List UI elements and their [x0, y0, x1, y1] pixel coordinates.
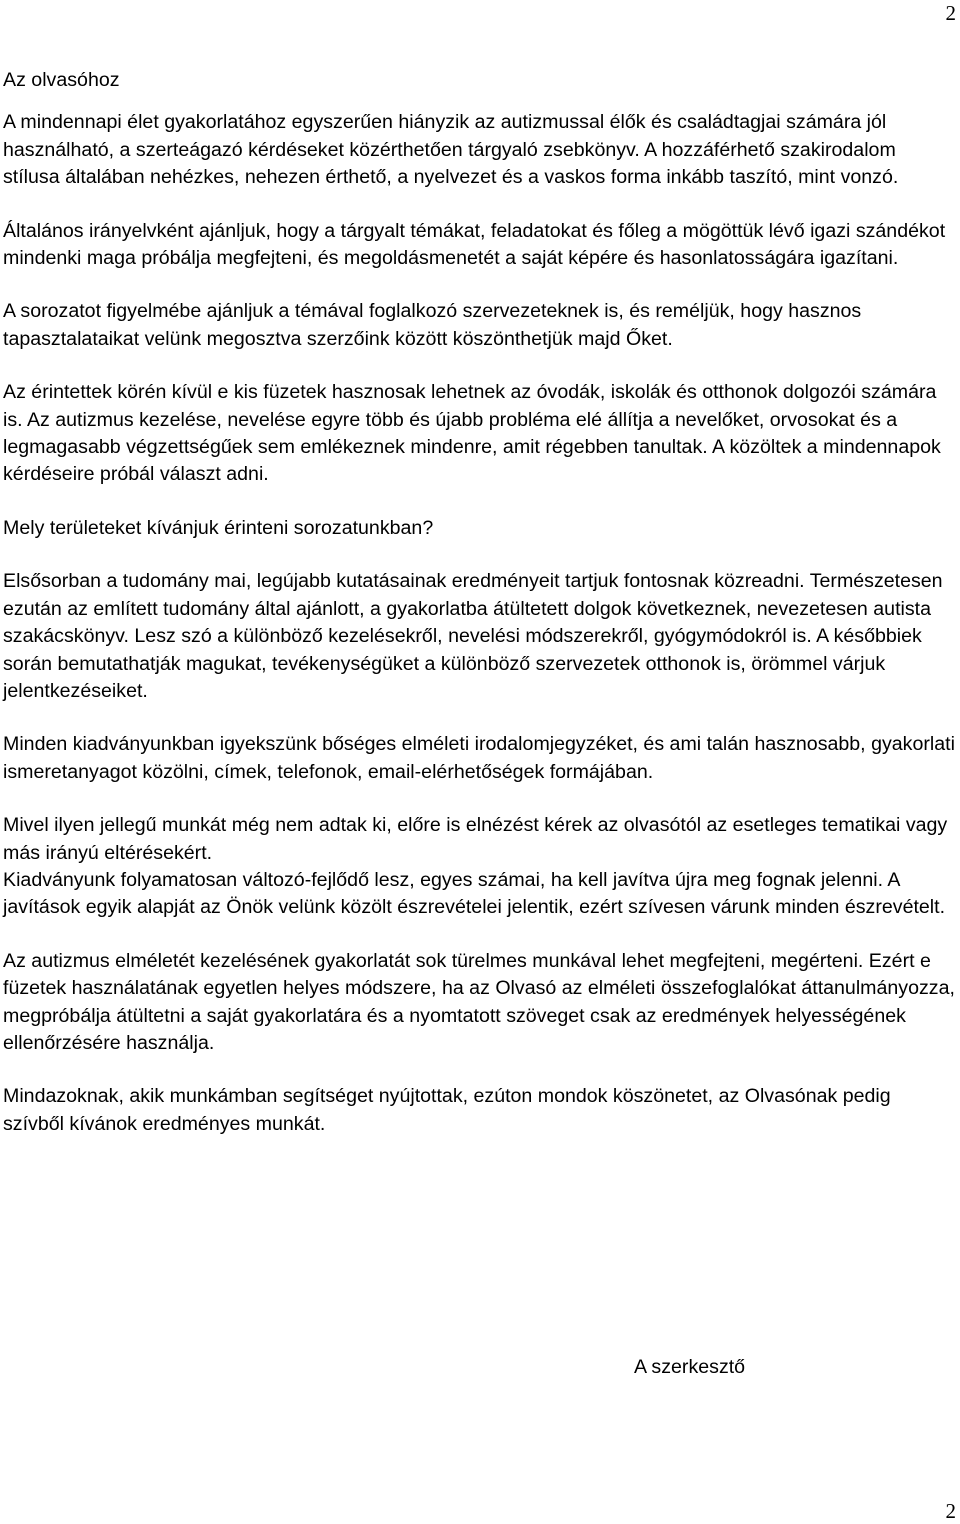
signature: A szerkesztő [634, 1356, 746, 1378]
paragraph-apology: Mivel ilyen jellegű munkát még nem adtak ki, előre is elnézést kérek az olvasótól az esetleges tematikai vagy más irányú eltérésekért. [3, 814, 948, 864]
paragraph-audience: Az érintettek körén kívül e kis füzetek hasznosak lehetnek az óvodák, iskolák és otthonok dolgozói számára is. Az autizmus kezelése, nevelése egyre több és újabb probléma elé állítja a nevelőket, orvosokat és a legmagasabb végzettségűek sem emlékeznek mindenre, amit régebben tanultak. A közöltek a mindennapok kérdéseire próbál választ adni. [3, 381, 941, 486]
article-title: Az olvasóhoz [3, 69, 120, 91]
paragraph-intro: A mindennapi élet gyakorlatához egyszerűen hiányzik az autizmussal élők és családtagjai számára jól használható, a szerteágazó kérdéseket közérthetően tárgyaló zsebkönyv. A hozzáférhető szakirodalom stílusa általában nehézkes, nehezen érthető, a nyelvezet és a vaskos forma inkább taszító, mint vonzó. [3, 111, 899, 189]
paragraph-revisions: Kiadványunk folyamatosan változó-fejlődő lesz, egyes számai, ha kell javítva újra meg fognak jelenni. A javítások egyik alapját az Önök velünk közölt észrevételei jelentik, ezért szívesen várunk minden észrevételt. [3, 868, 946, 919]
paragraph-bibliography: Minden kiadványunkban igyekszünk bőséges elméleti irodalomjegyzéket, és ami talán hasznosabb, gyakorlati ismeretanyagot közölni, címek, telefonok, email-elérhetőségek formájában. [3, 733, 955, 783]
paragraph-method: Az autizmus elméletét kezelésének gyakorlatát sok türelmes munkával lehet megfejteni, megérteni. Ezért e füzetek használatának egyetlen helyes módszere, ha az Olvasó az elméleti összefoglalókat áttanulmányozza, megpróbálja átültetni a saját gyakorlatára és a nyomtatott szöveget csak az eredmények helyességének ellenőrzésére használja. [3, 949, 955, 1054]
article-body [3, 67, 955, 1164]
paragraph-organizations: A sorozatot figyelmébe ajánljuk a témával foglalkozó szervezeteknek is, és reméljük, hogy hasznos tapasztalataikat velünk megosztva szerzőink között köszönthetjük majd Őket. [3, 300, 862, 350]
paragraph-topics: Elsősorban a tudomány mai, legújabb kutatásainak eredményeit tartjuk fontosnak közreadni. Természetesen ezután az említett tudomány által ajánlott, a gyakorlatba átültetett dolgok következnek, nevezetesen autista szakácskönyv. Lesz szó a különböző kezelésekről, nevelési módszerekről, gyógymódokról is. A későbbiek során bemutathatják magukat, tevékenységüket a különböző szervezetek otthonok is, örömmel várjuk jelentkezéseiket. [3, 570, 943, 702]
paragraph-guideline: Általános irányelvként ajánljuk, hogy a tárgyalt témákat, feladatokat és főleg a mögöttük lévő igazi szándékot mindenki maga próbálja megfejteni, és megoldásmenetét a saját képére és hasonlatosságára igazítani. [3, 219, 946, 270]
paragraph-question: Mely területeket kívánjuk érinteni sorozatunkban? [3, 516, 434, 539]
paragraph-thanks: Mindazoknak, akik munkámban segítséget nyújtottak, ezúton mondok köszönetet, az Olvasónak pedig szívből kívánok eredményes munkát. [3, 1085, 891, 1135]
page-number-top: 2 [945, 1, 956, 25]
page-number-bottom: 2 [945, 1499, 956, 1523]
